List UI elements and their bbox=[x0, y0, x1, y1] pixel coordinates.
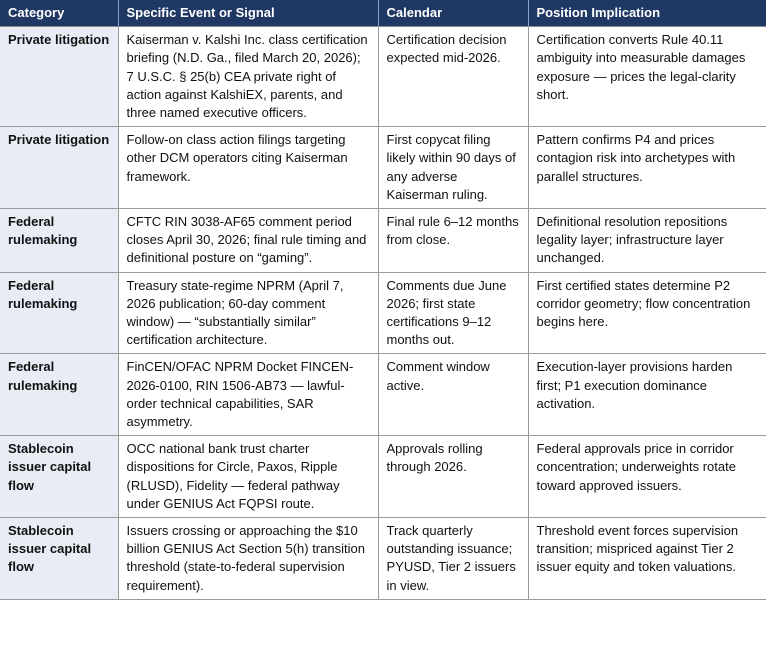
calendar-cell: Track quarterly outstanding issuance; PYUSD, Tier 2 issuers in view. bbox=[378, 518, 528, 600]
implication-cell: Federal approvals price in corridor concentration; underweights rotate toward approved issuers. bbox=[528, 436, 766, 518]
category-cell: Stablecoin issuer capital flow bbox=[0, 518, 118, 600]
event-cell: Treasury state-regime NPRM (April 7, 2026 publication; 60-day comment window) — “substantially similar” certification architecture. bbox=[118, 272, 378, 354]
table-row bbox=[0, 209, 766, 273]
table-row bbox=[0, 272, 766, 354]
table-header bbox=[0, 0, 766, 27]
calendar-cell: Approvals rolling through 2026. bbox=[378, 436, 528, 518]
event-cell: OCC national bank trust charter dispositions for Circle, Paxos, Ripple (RLUSD), Fidelity — federal pathway under GENIUS Act FQPSI route. bbox=[118, 436, 378, 518]
event-cell: FinCEN/OFAC NPRM Docket FINCEN-2026-0100, RIN 1506-AB73 — lawful-order technical capabilities, SAR asymmetry. bbox=[118, 354, 378, 436]
category-cell: Private litigation bbox=[0, 127, 118, 209]
implication-cell: Certification converts Rule 40.11 ambiguity into measurable damages exposure — prices the legal-clarity short. bbox=[528, 27, 766, 127]
calendar-cell: First copycat filing likely within 90 days of any adverse Kaiserman ruling. bbox=[378, 127, 528, 209]
table-body bbox=[0, 27, 766, 600]
calendar-cell: Final rule 6–12 months from close. bbox=[378, 209, 528, 273]
implication-cell: Definitional resolution repositions legality layer; infrastructure layer unchanged. bbox=[528, 209, 766, 273]
header-calendar: Calendar bbox=[378, 0, 528, 27]
implication-cell: Execution-layer provisions harden first; P1 execution dominance activation. bbox=[528, 354, 766, 436]
category-cell: Federal rulemaking bbox=[0, 354, 118, 436]
event-cell: Kaiserman v. Kalshi Inc. class certification briefing (N.D. Ga., filed March 20, 2026); 7 U.S.C. § 25(b) CEA private right of action against KalshiEX, parents, and three named executive officers. bbox=[118, 27, 378, 127]
table-row bbox=[0, 518, 766, 600]
calendar-cell: Certification decision expected mid-2026. bbox=[378, 27, 528, 127]
table-row bbox=[0, 27, 766, 127]
table-row bbox=[0, 127, 766, 209]
table-row bbox=[0, 436, 766, 518]
category-cell: Federal rulemaking bbox=[0, 272, 118, 354]
header-row bbox=[0, 0, 766, 27]
header-category: Category bbox=[0, 0, 118, 27]
event-cell: Issuers crossing or approaching the $10 billion GENIUS Act Section 5(h) transition threshold (state-to-federal supervision requirement). bbox=[118, 518, 378, 600]
event-cell: CFTC RIN 3038-AF65 comment period closes April 30, 2026; final rule timing and definitional posture on “gaming”. bbox=[118, 209, 378, 273]
header-implication: Position Implication bbox=[528, 0, 766, 27]
implication-cell: Threshold event forces supervision transition; mispriced against Tier 2 issuer equity and token valuations. bbox=[528, 518, 766, 600]
table-row bbox=[0, 354, 766, 436]
calendar-cell: Comment window active. bbox=[378, 354, 528, 436]
category-cell: Federal rulemaking bbox=[0, 209, 118, 273]
category-cell: Private litigation bbox=[0, 27, 118, 127]
implication-cell: Pattern confirms P4 and prices contagion risk into archetypes with parallel structures. bbox=[528, 127, 766, 209]
category-cell: Stablecoin issuer capital flow bbox=[0, 436, 118, 518]
implication-cell: First certified states determine P2 corridor geometry; flow concentration begins here. bbox=[528, 272, 766, 354]
event-cell: Follow-on class action filings targeting other DCM operators citing Kaiserman framework. bbox=[118, 127, 378, 209]
header-event: Specific Event or Signal bbox=[118, 0, 378, 27]
calendar-cell: Comments due June 2026; first state certifications 9–12 months out. bbox=[378, 272, 528, 354]
